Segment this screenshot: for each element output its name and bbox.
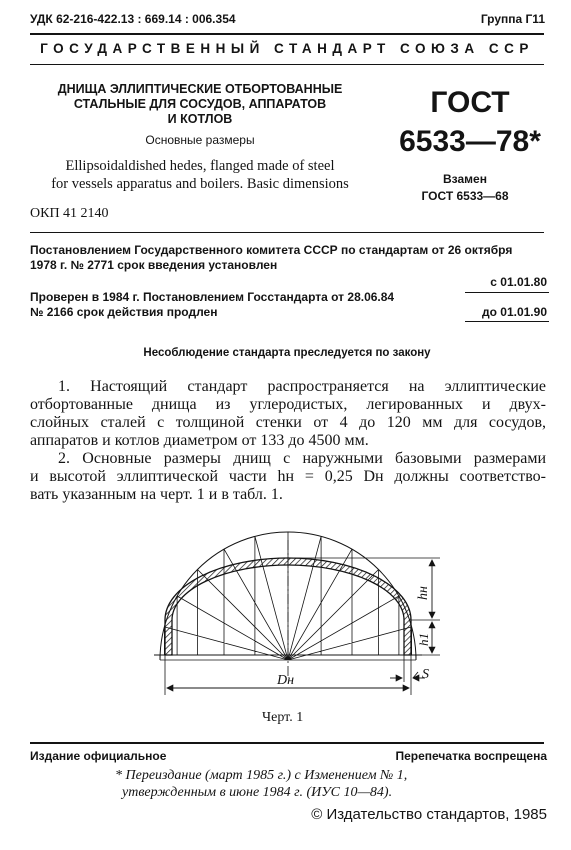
clause-2-line-3: вать указанным на черт. 1 и в табл. 1. bbox=[30, 486, 283, 503]
clause-1-line-2: отбортованные днища из углеродистых, легированных и двух- bbox=[30, 396, 546, 413]
diameter-dn-label: Dн bbox=[277, 673, 295, 688]
banner-rule bbox=[30, 64, 544, 65]
title-subtitle: Основные размеры bbox=[145, 133, 255, 147]
replaces-label: Взамен bbox=[443, 172, 487, 186]
height-h1-label: h1 bbox=[416, 633, 431, 646]
publisher-copyright: © Издательство стандартов, 1985 bbox=[311, 806, 547, 823]
clause-1-line-1: 1. Настоящий стандарт распространяется на эллиптические bbox=[58, 378, 546, 395]
decree-line-1: Постановлением Государственного комитета СССР по стандартам от 26 октября bbox=[30, 243, 513, 257]
thickness-s-label: S bbox=[422, 667, 429, 682]
effective-date-underline bbox=[465, 292, 549, 293]
decree-top-rule bbox=[30, 232, 544, 233]
law-warning: Несоблюдение стандарта преследуется по закону bbox=[143, 347, 431, 359]
official-edition: Издание официальное bbox=[30, 749, 167, 763]
figure-caption: Черт. 1 bbox=[262, 710, 304, 725]
footer-rule bbox=[30, 742, 544, 744]
review-line-2: № 2166 срок действия продлен bbox=[30, 305, 218, 319]
replaced-standard: ГОСТ 6533—68 bbox=[421, 189, 509, 203]
title-ru-line-2: СТАЛЬНЫЕ ДЛЯ СОСУДОВ, АППАРАТОВ bbox=[73, 97, 327, 111]
drawing-svg bbox=[140, 510, 450, 705]
review-line-1: Проверен в 1984 г. Постановлением Госстандарта от 28.06.84 bbox=[30, 290, 395, 304]
reprint-prohibited: Перепечатка воспрещена bbox=[395, 749, 547, 763]
udk-code: УДК 62-216-422.13 : 669.14 : 006.354 bbox=[30, 12, 236, 26]
title-ru-line-3: И КОТЛОВ bbox=[167, 112, 233, 126]
reissue-note-2: утвержденным в июне 1984 г. (ИУС 10—84). bbox=[122, 785, 393, 800]
clause-2-line-1: 2. Основные размеры днищ с наружными базовыми размерами bbox=[58, 450, 546, 467]
extended-date-underline bbox=[465, 321, 549, 322]
extended-date: до 01.01.90 bbox=[482, 305, 547, 319]
group-code: Группа Г11 bbox=[480, 12, 545, 26]
effective-date: с 01.01.80 bbox=[490, 275, 547, 289]
height-hn-label: hн bbox=[416, 586, 431, 600]
okp-code: ОКП 41 2140 bbox=[30, 206, 109, 221]
title-en-line-1: Ellipsoidaldished hedes, flanged made of steel bbox=[65, 158, 335, 174]
clause-2-line-2: и высотой эллиптической части hн = 0,25 Dн должны соответство- bbox=[30, 468, 546, 485]
title-ru-line-1: ДНИЩА ЭЛЛИПТИЧЕСКИЕ ОТБОРТОВАННЫЕ bbox=[57, 82, 343, 96]
decree-line-2: 1978 г. № 2771 срок введения установлен bbox=[30, 258, 278, 272]
top-rule bbox=[30, 33, 544, 35]
gost-label: ГОСТ bbox=[430, 86, 510, 119]
clause-1-line-4: аппаратов и котлов диаметром от 133 до 4500 мм. bbox=[30, 432, 369, 449]
reissue-note-1: * Переиздание (март 1985 г.) с Изменением № 1, bbox=[115, 768, 408, 783]
gost-number: 6533—78* bbox=[399, 125, 541, 158]
clause-1-line-3: слойных сталей с толщиной стенки от 4 до 120 мм для сосудов, bbox=[30, 414, 546, 431]
title-en-line-2: for vessels apparatus and boilers. Basic dimensions bbox=[51, 176, 349, 192]
state-standard-banner: ГОСУДАРСТВЕННЫЙ СТАНДАРТ СОЮЗА ССР bbox=[40, 41, 534, 56]
elliptical-head-drawing bbox=[140, 510, 450, 705]
